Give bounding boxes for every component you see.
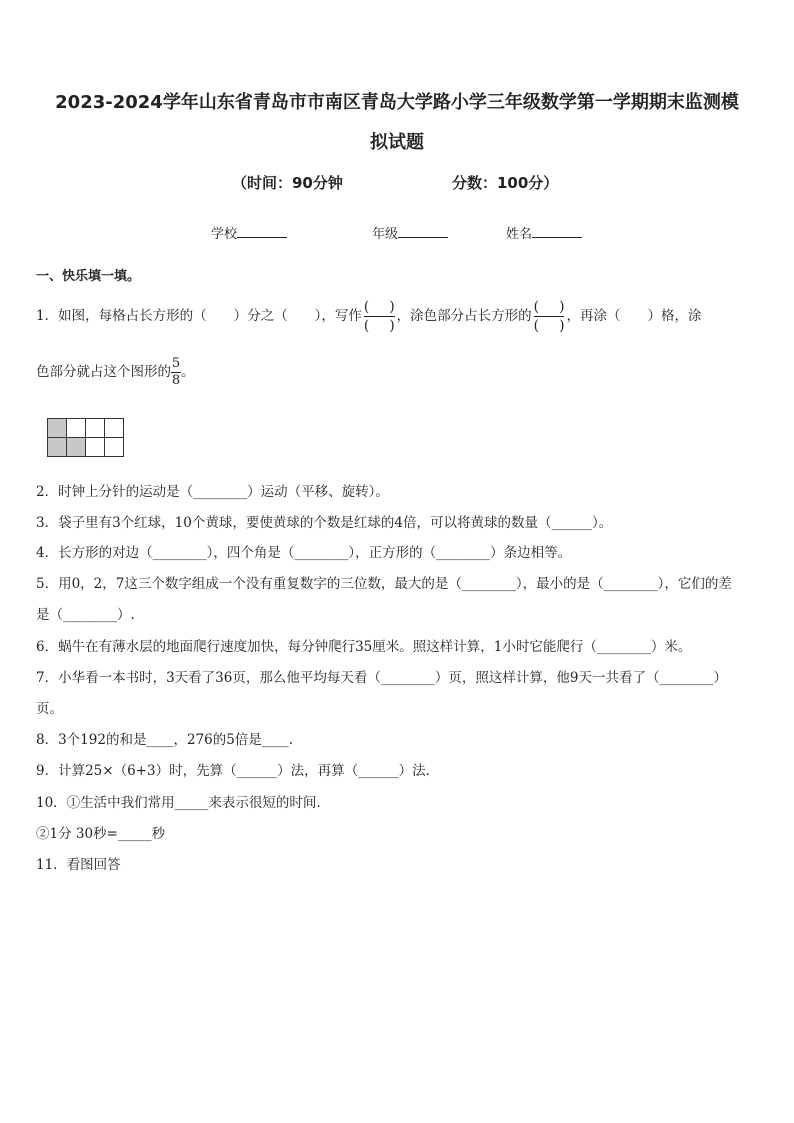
grade-label: 年级 [372, 227, 399, 242]
name-blank[interactable] [532, 225, 582, 238]
question-4: 4．长方形的对边（________），四个角是（________），正方形的（________）条边相等。 [36, 545, 572, 561]
exam-title-line2: 拟试题 [370, 132, 424, 153]
grid-cell [85, 418, 105, 438]
rectangle-grid-figure [47, 418, 127, 458]
question-11: 11．看图回答 [36, 857, 121, 873]
question-7-line2: 页。 [36, 701, 63, 717]
grid-cell [104, 437, 124, 457]
name-field [506, 223, 582, 242]
grid-cell [66, 437, 86, 457]
school-label: 学校 [211, 227, 238, 242]
grade-field [372, 223, 448, 242]
question-6: 6．蜗牛在有薄水层的地面爬行速度加快，每分钟爬行35厘米。照这样计算，1小时它能爬行（________）米。 [36, 639, 692, 655]
time-limit: （时间：90分钟 [232, 174, 343, 192]
q1-text-c: ，再涂（ ）格，涂 [566, 308, 702, 324]
exam-title-line1: 2023-2024学年山东省青岛市市南区青岛大学路小学三年级数学第一学期期末监测模 [55, 92, 739, 113]
fraction-blank-2[interactable]: $\frac{( )}{( )}$ [533, 299, 565, 334]
total-score: 分数：100分） [452, 174, 559, 192]
section-heading: 一、快乐填一填。 [36, 269, 141, 284]
school-blank[interactable] [237, 225, 287, 238]
q1-text-d: 色部分就占这个图形的 [36, 364, 171, 380]
grid-cell [47, 418, 67, 438]
school-field [211, 223, 287, 242]
question-3: 3．袋子里有3个红球，10个黄球，要使黄球的个数是红球的4倍，可以将黄球的数量（______）。 [36, 515, 613, 531]
question-2: 2．时钟上分针的运动是（________）运动（平移、旋转）。 [36, 484, 389, 500]
q1-text-a: 1．如图，每格占长方形的（ ）分之（ ），写作 [36, 308, 362, 324]
question-5-line2: 是（________）. [36, 607, 135, 623]
grid-cell [104, 418, 124, 438]
q1-text-b: ，涂色部分占长方形的 [396, 308, 532, 324]
question-8: 8．3个192的和是____，276的5倍是____. [36, 732, 294, 748]
grade-blank[interactable] [398, 225, 448, 238]
question-1-line1 [36, 298, 701, 335]
fraction-five-eighths: $\frac{5}{8}$ [171, 356, 181, 388]
question-10-line1: 10．①生活中我们常用_____来表示很短的时间. [36, 795, 321, 811]
grid-cell [85, 437, 105, 457]
question-5-line1: 5．用0，2，7这三个数字组成一个没有重复数字的三位数，最大的是（________），最小的是（________），它们的差 [36, 576, 732, 592]
grid-cell [66, 418, 86, 438]
grid-cell [47, 437, 67, 457]
fraction-blank-1[interactable]: $\frac{( )}{( )}$ [363, 299, 395, 334]
name-label: 姓名 [506, 227, 533, 242]
question-1-line2: 色部分就占这个图形的$\frac{5}{8}$。 [36, 356, 195, 388]
question-10-line2: ②1分 30秒=_____秒 [36, 826, 166, 842]
question-9: 9．计算25×（6+3）时，先算（______）法，再算（______）法. [36, 763, 430, 779]
question-7-line1: 7．小华看一本书时，3天看了36页，那么他平均每天看（________）页，照这样计算，他9天一共看了（________） [36, 670, 727, 686]
